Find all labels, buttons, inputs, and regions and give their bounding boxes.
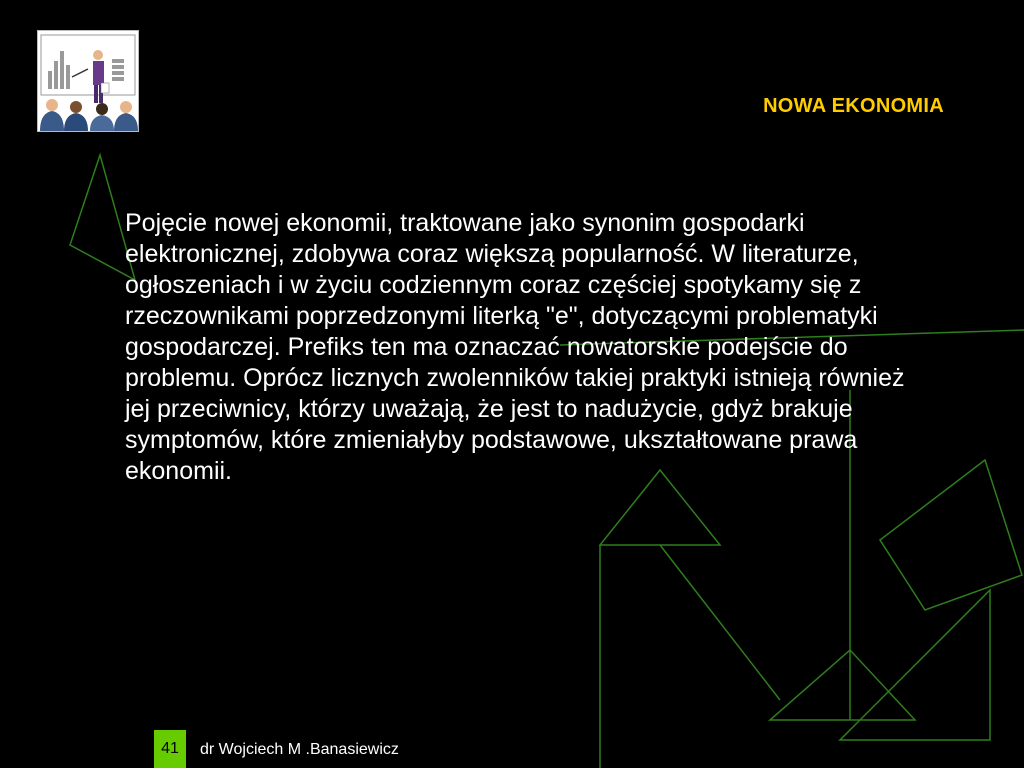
slide-body-text: Pojęcie nowej ekonomii, traktowane jako synonim gospodarki elektronicznej, zdobywa coraz większą popularność. W literaturze, ogłoszeniach i w życiu codziennym coraz częściej spotykamy się z rzeczownikami poprzedzonymi literką "e", dotyczącymi problematyki gospodarczej. Prefiks ten ma oznaczać nowatorskie podejście do problemu. Oprócz licznych zwolenników takiej praktyki istnieją również jej przeciwnicy, którzy uważają, że jest to nadużycie, gdyż brakuje symptomów, które zmieniałyby podstawowe, ukształtowane prawa ekonomii. bbox=[125, 209, 905, 485]
footer-author: dr Wojciech M .Banasiewicz bbox=[200, 741, 399, 758]
slide-title: NOWA EKONOMIA bbox=[763, 95, 944, 117]
presenter-logo bbox=[37, 30, 139, 132]
presentation-clipart-icon bbox=[38, 31, 138, 131]
page-number-badge: 41 bbox=[154, 730, 186, 768]
